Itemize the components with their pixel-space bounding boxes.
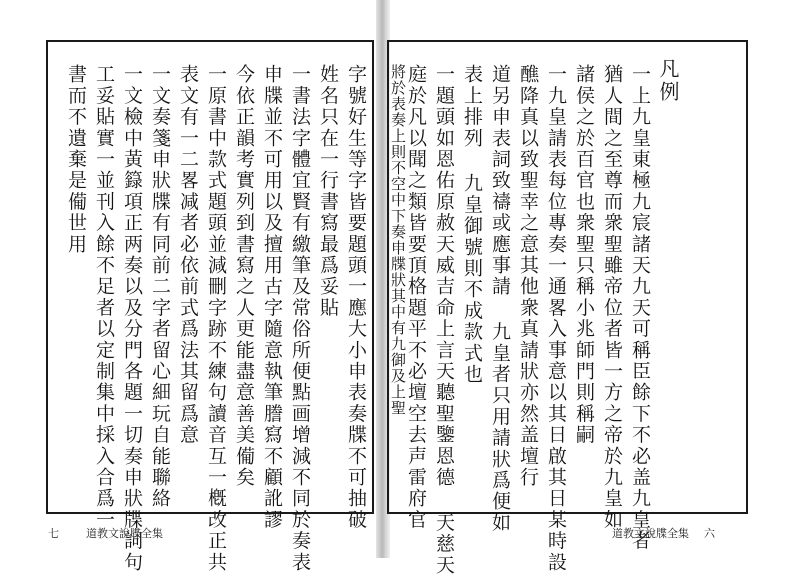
left-text-column: 一文奏箋申狀牒有同前二字者留心細玩自能聯絡 <box>149 64 171 510</box>
right-text-column: 庭於凡以聞之類皆要頂格題平不必壇空去声雷府官 <box>405 64 427 531</box>
right-text-column: 諸侯之於百官也衆聖只稱小兆師門則稱嗣 <box>573 64 595 446</box>
right-text-column: 表上排列 九皇御號則不成款式也 <box>461 64 483 385</box>
right-text-column: 一上九皇東極九宸諸天九天可稱臣餘下不必盖九皇者 <box>629 64 651 552</box>
right-running-title: 道教文說牒全集 <box>612 527 689 540</box>
right-text-column: 一九皇請表每位專奏一通畧入事意以其日啟其日某時設 <box>545 64 567 573</box>
right-page-number: 六 <box>704 527 715 540</box>
right-text-column: 猶人間之至尊而衆聖雖帝位者皆一方之帝於九皇如 <box>601 64 623 531</box>
left-text-column: 今依正韻考實列到書寫之人更能盡意善美僃矣 <box>233 64 255 488</box>
left-page-number: 七 <box>48 527 59 540</box>
left-text-column: 工妥貼實一並刊入餘不足者以定制集中採入合爲一 <box>93 64 115 531</box>
left-text-column: 一書法字體宜賢有繳筆及常俗所便點画增減不同於奏表 <box>289 64 311 573</box>
right-text-column: 將於表奏上則不空中下奏申牒狀其中有九御及上聖 <box>389 64 407 416</box>
left-text-column: 姓名只在一行書寫最爲妥貼 <box>317 64 339 319</box>
left-text-column: 表文有一二畧减者必依前式爲法其留爲意 <box>177 64 199 446</box>
left-text-column: 字號好生等字皆要題頭一應大小申表奏牒不可抽破 <box>345 64 367 531</box>
right-text-column: 道另申表詞致禱或應事請 九皇者只用請狀爲便如 <box>489 64 511 534</box>
left-text-column: 一文檢中黃籙項正两奏以及分門各題一切奏申狀牒詞句 <box>121 64 143 573</box>
left-running-title: 道教文說牒全集 <box>86 527 163 540</box>
left-text-column: 一原書中款式題頭並減刪字跡不練句讀音互一槪改正共 <box>205 64 227 573</box>
section-heading: 凡例 <box>656 58 680 104</box>
left-text-column: 申牒並不可用以及擅用古字隨意執筆謄寫不顧訛謬 <box>261 64 283 531</box>
left-text-column: 書而不遺棄是僃世用 <box>65 64 87 255</box>
right-text-column: 一題頭如恩佑原赦天威吉命上言天聽聖鑒恩德 天慈天 <box>433 64 455 576</box>
right-text-column: 醮降真以致聖幸之意其他衆真請狀亦然盖壇行 <box>517 64 539 488</box>
